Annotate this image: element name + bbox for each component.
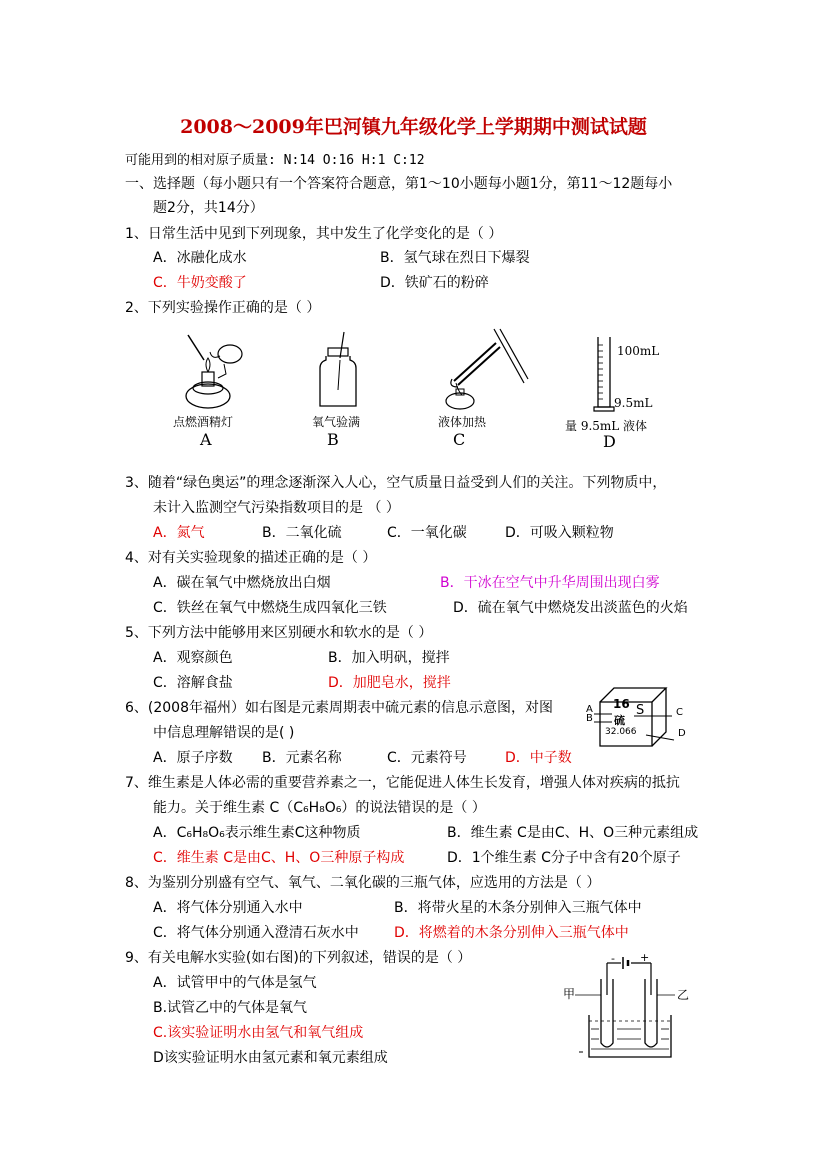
electrolysis-figure bbox=[575, 955, 685, 1065]
q5-option-a: A．观察颜色 bbox=[153, 650, 233, 666]
q9-option-c: C.该实验证明水由氢气和氧气组成 bbox=[153, 1025, 364, 1041]
q5-option-b: B．加入明矾，搅拌 bbox=[328, 650, 450, 666]
q6-stem-line2: 中信息理解错误的是( ) bbox=[153, 725, 295, 741]
figure-label-c: C bbox=[676, 707, 683, 718]
q6-stem-line1: 6、(2008年福州）如右图是元素周期表中硫元素的信息示意图，对图 bbox=[125, 700, 553, 716]
q7-option-a: A．C₆H₈O₆表示维生素C这种物质 bbox=[153, 825, 361, 841]
q4-option-c: C．铁丝在氧气中燃烧生成四氧化三铁 bbox=[153, 600, 387, 616]
figure-label-a: A bbox=[586, 704, 593, 715]
q7-option-b: B．维生素 C是由C、H、O三种元素组成 bbox=[447, 825, 699, 841]
q4-option-b: B．干冰在空气中升华周围出现白雾 bbox=[440, 575, 660, 591]
q4-stem: 4、对有关实验现象的描述正确的是（ ） bbox=[125, 550, 377, 566]
q5-option-c: C．溶解食盐 bbox=[153, 675, 233, 691]
q3-stem-line2: 未计入监测空气污染指数项目的是 （ ） bbox=[153, 500, 400, 516]
q5-stem: 5、下列方法中能够用来区别硬水和软水的是（ ） bbox=[125, 625, 433, 641]
q8-stem: 8、为鉴别分别盛有空气、氧气、二氧化碳的三瓶气体，应选用的方法是（ ） bbox=[125, 875, 601, 891]
electrode-minus-label: - bbox=[611, 952, 615, 965]
element-symbol: S bbox=[636, 703, 645, 718]
q2-caption-b: 氧气验满 bbox=[312, 415, 361, 429]
q4-option-a: A．碳在氧气中燃烧放出白烟 bbox=[153, 575, 331, 591]
q9-option-a: A．试管甲中的气体是氢气 bbox=[153, 975, 317, 991]
q7-stem-line1: 7、维生素是人体必需的重要营养素之一，它能促进人体生长发育，增强人体对疾病的抵抗 bbox=[125, 775, 680, 791]
q7-option-c: C．维生素 C是由C、H、O三种原子构成 bbox=[153, 850, 405, 866]
q2-letter-a: A bbox=[200, 430, 212, 449]
element-name: 硫 bbox=[614, 714, 625, 727]
cylinder-mark-label: 9.5mL bbox=[614, 396, 653, 410]
q2-caption-c: 液体加热 bbox=[438, 415, 487, 429]
tube-left-label: 甲 bbox=[563, 987, 576, 1001]
q2-stem: 2、下列实验操作正确的是（ ） bbox=[125, 300, 321, 316]
page-title: 2008～2009年巴河镇九年级化学上学期期中测试试题 bbox=[180, 116, 647, 138]
q7-option-d: D．1个维生素 C分子中含有20个原子 bbox=[447, 850, 681, 866]
oxygen-bottle-figure bbox=[318, 330, 358, 410]
q3-option-d: D．可吸入颗粒物 bbox=[505, 525, 614, 541]
section1-header-line2: 题2分，共14分） bbox=[153, 200, 264, 216]
q9-option-d: D该实验证明水由氢元素和氧元素组成 bbox=[153, 1050, 388, 1066]
q6-option-a: A．原子序数 bbox=[153, 750, 233, 766]
q1-option-b: B．氢气球在烈日下爆裂 bbox=[380, 250, 530, 266]
figure-label-b: B bbox=[586, 713, 593, 724]
atomic-mass-line: 可能用到的相对原子质量: N:14 O:16 H:1 C:12 bbox=[125, 153, 425, 168]
figure-label-d: D bbox=[678, 728, 686, 739]
q1-stem: 1、日常生活中见到下列现象，其中发生了化学变化的是（ ） bbox=[125, 226, 503, 242]
q7-stem-line2: 能力。关于维生素 C（C₆H₈O₆）的说法错误的是（ ） bbox=[153, 800, 486, 816]
q2-letter-d: D bbox=[603, 432, 616, 451]
electrode-plus-label: + bbox=[640, 951, 650, 964]
q8-option-b: B．将带火星的木条分别伸入三瓶气体中 bbox=[394, 900, 642, 916]
q2-letter-b: B bbox=[327, 430, 339, 449]
element-number: 16 bbox=[613, 697, 630, 711]
q3-stem-line1: 3、随着“绿色奥运”的理念逐渐深入人心，空气质量日益受到人们的关注。下列物质中， bbox=[125, 475, 667, 491]
q4-option-d: D．硫在氧气中燃烧发出淡蓝色的火焰 bbox=[453, 600, 688, 616]
q2-caption-d: 量 9.5mL 液体 bbox=[565, 419, 648, 433]
q8-option-c: C．将气体分别通入澄清石灰水中 bbox=[153, 925, 359, 941]
element-mass: 32.066 bbox=[605, 727, 637, 737]
cylinder-top-label: 100mL bbox=[617, 344, 660, 358]
section1-header-line1: 一、选择题（每小题只有一个答案符合题意，第1～10小题每小题1分，第11～12题每小 bbox=[125, 176, 673, 192]
liquid-heating-figure bbox=[438, 325, 528, 415]
q9-stem: 9、有关电解水实验(如右图)的下列叙述，错误的是（ ） bbox=[125, 950, 472, 966]
q1-option-c: C．牛奶变酸了 bbox=[153, 275, 247, 291]
q1-option-a: A．冰融化成水 bbox=[153, 250, 247, 266]
q9-option-b: B.试管乙中的气体是氧气 bbox=[153, 1000, 308, 1016]
q3-option-b: B．二氧化硫 bbox=[262, 525, 342, 541]
q3-option-c: C．一氧化碳 bbox=[387, 525, 467, 541]
alcohol-lamp-figure bbox=[180, 330, 250, 415]
q8-option-d: D．将燃着的木条分别伸入三瓶气体中 bbox=[394, 925, 629, 941]
tube-right-label: 乙 bbox=[677, 988, 690, 1002]
q6-option-b: B．元素名称 bbox=[262, 750, 342, 766]
q2-letter-c: C bbox=[453, 430, 466, 449]
q6-option-c: C．元素符号 bbox=[387, 750, 467, 766]
q5-option-d: D．加肥皂水，搅拌 bbox=[328, 675, 451, 691]
q8-option-a: A．将气体分别通入水中 bbox=[153, 900, 303, 916]
q2-caption-a: 点燃酒精灯 bbox=[173, 415, 234, 429]
q6-option-d: D．中子数 bbox=[505, 750, 572, 766]
q1-option-d: D．铁矿石的粉碎 bbox=[380, 275, 489, 291]
q3-option-a: A．氮气 bbox=[153, 525, 205, 541]
